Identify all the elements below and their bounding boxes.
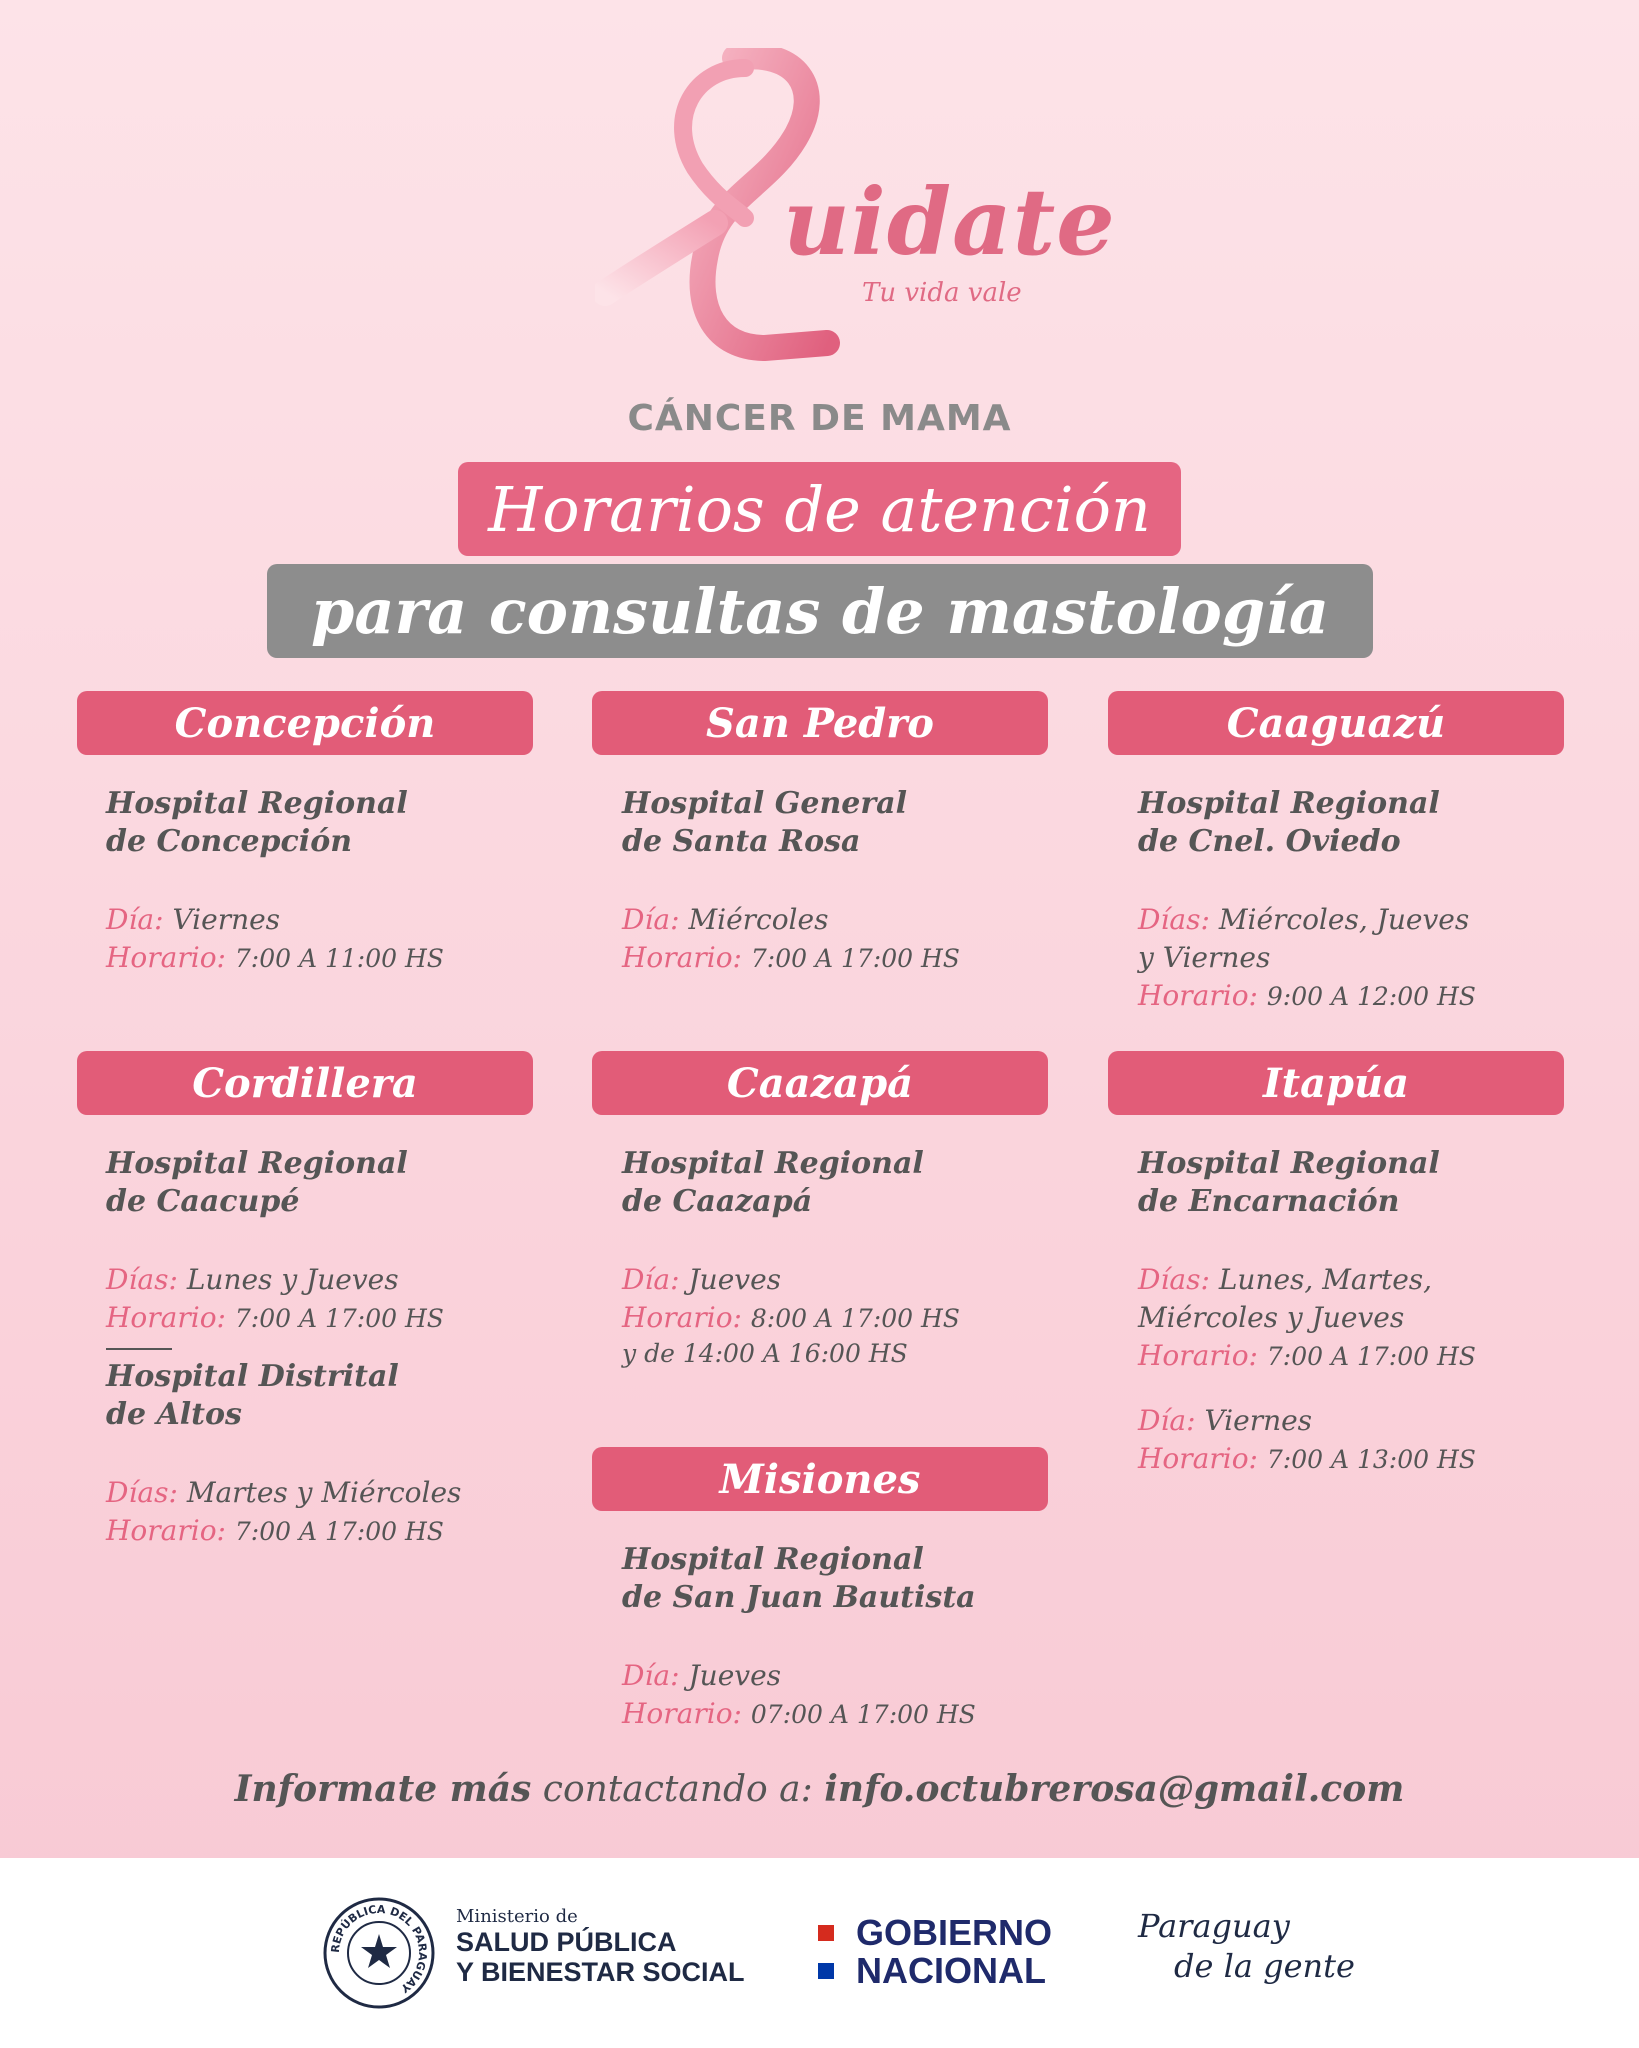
day-value: Lunes y Jueves — [186, 1263, 399, 1296]
title-banner-pink: Horarios de atención — [458, 462, 1181, 556]
day-line — [622, 1261, 1022, 1299]
day-line-2 — [106, 1474, 506, 1512]
hours-label: Horario: — [1138, 979, 1258, 1012]
region-card-cordillera — [106, 1145, 506, 1551]
day-value: Viernes — [172, 903, 281, 936]
hours-label: Horario: — [106, 1301, 226, 1334]
contact-text: contactando a: — [542, 1769, 813, 1810]
region-header-caaguazu: Caaguazú — [1108, 691, 1564, 755]
py-line2: de la gente — [1174, 1947, 1355, 1985]
title-banner-grey: para consultas de mastología — [267, 564, 1373, 658]
hours-value: 7:00 A 11:00 HS — [234, 944, 444, 973]
logo-wordmark: uidate — [783, 168, 1116, 276]
contact-line — [0, 1768, 1639, 1810]
cuidate-logo — [0, 0, 1639, 380]
contact-email[interactable]: info.octubrerosa@gmail.com — [824, 1768, 1405, 1810]
day-line-2 — [1138, 1402, 1538, 1440]
ministry-line3: Y BIENESTAR SOCIAL — [456, 1957, 745, 1987]
day-value: Jueves — [688, 1659, 782, 1692]
hours-label: Horario: — [106, 1514, 226, 1547]
hospital-name: Hospital Regional de Caazapá — [622, 1146, 924, 1219]
region-header-misiones: Misiones — [592, 1447, 1048, 1511]
kicker-heading: CÁNCER DE MAMA — [627, 398, 1012, 439]
day-value: Viernes — [1204, 1404, 1313, 1437]
hours-value: 7:00 A 17:00 HS — [1266, 1342, 1476, 1371]
hours-line — [106, 939, 506, 978]
paraguay-de-la-gente-logo — [1138, 1906, 1355, 1986]
region-header-itapua: Itapúa — [1108, 1051, 1564, 1115]
hours-line — [1138, 977, 1538, 1016]
ministry-logo — [456, 1906, 745, 1987]
gobierno-nacional-logo — [818, 1914, 1052, 1990]
divider — [106, 1348, 172, 1350]
day-line — [1138, 901, 1538, 939]
day-value: Martes y Miércoles — [186, 1476, 462, 1509]
hours-value: 7:00 A 13:00 HS — [1266, 1445, 1476, 1474]
day-line — [106, 1261, 506, 1299]
hours-extra — [622, 1338, 1022, 1369]
hours-line — [622, 939, 1022, 978]
day-line — [106, 901, 506, 939]
day-line-continued: Miércoles y Jueves — [1138, 1301, 1405, 1334]
flag-square-icon — [818, 1925, 834, 1941]
day-label: Días: — [1138, 1263, 1210, 1296]
hours-line — [106, 1299, 506, 1338]
hours-value: 7:00 A 17:00 HS — [234, 1304, 444, 1333]
region-header-cordillera: Cordillera — [77, 1051, 533, 1115]
hospital-name: Hospital General de Santa Rosa — [622, 786, 907, 859]
hours-line — [622, 1299, 1022, 1338]
day-label: Día: — [622, 903, 680, 936]
day-label: Día: — [1138, 1404, 1196, 1437]
contact-lead: Informate más — [234, 1768, 532, 1810]
hours-label: Horario: — [622, 941, 742, 974]
hospital-name-2: Hospital Distrital de Altos — [106, 1359, 399, 1432]
day-label: Días: — [1138, 903, 1210, 936]
day-line-continued: y Viernes — [1138, 941, 1271, 974]
hospital-name: Hospital Regional de Encarnación — [1138, 1146, 1440, 1219]
hours-value: 7:00 A 17:00 HS — [234, 1517, 444, 1546]
gob-line2: NACIONAL — [856, 1950, 1046, 1991]
day-value: Lunes, Martes, — [1218, 1263, 1433, 1296]
day-line — [622, 1657, 1022, 1695]
hours-extra-value: y de 14:00 A 16:00 HS — [622, 1339, 908, 1368]
day-label: Días: — [106, 1263, 178, 1296]
py-line1: Paraguay — [1138, 1907, 1290, 1945]
logo-tagline: Tu vida vale — [862, 278, 1022, 308]
hours-line-2 — [106, 1512, 506, 1551]
day-label: Día: — [106, 903, 164, 936]
hours-label: Horario: — [106, 941, 226, 974]
national-seal-icon — [322, 1896, 436, 2010]
hours-label: Horario: — [622, 1697, 742, 1730]
footer-bar — [0, 1858, 1639, 2048]
region-card-itapua — [1138, 1145, 1538, 1479]
day-value: Jueves — [688, 1263, 782, 1296]
region-card-san-pedro — [622, 785, 1022, 978]
region-header-caazapa: Caazapá — [592, 1051, 1048, 1115]
day-label: Días: — [106, 1476, 178, 1509]
flag-square-icon — [818, 1963, 834, 1979]
hours-label: Horario: — [622, 1301, 742, 1334]
region-card-concepcion — [106, 785, 506, 978]
hours-value: 7:00 A 17:00 HS — [750, 944, 960, 973]
region-card-caazapa — [622, 1145, 1022, 1369]
hours-value: 9:00 A 12:00 HS — [1266, 982, 1476, 1011]
hours-line — [1138, 1337, 1538, 1376]
hospital-name: Hospital Regional de Cnel. Oviedo — [1138, 786, 1440, 859]
region-card-misiones — [622, 1541, 1022, 1734]
gob-line1: GOBIERNO — [856, 1912, 1053, 1953]
region-card-caaguazu — [1138, 785, 1538, 1016]
seal-text: REPÚBLICA DEL PARAGUAY — [328, 1902, 430, 1996]
hours-label: Horario: — [1138, 1339, 1258, 1372]
hours-label: Horario: — [1138, 1442, 1258, 1475]
day-value: Miércoles, Jueves — [1218, 903, 1470, 936]
hospital-name: Hospital Regional de Caacupé — [106, 1146, 408, 1219]
day-value: Miércoles — [688, 903, 829, 936]
hours-line-2 — [1138, 1440, 1538, 1479]
hospital-name: Hospital Regional de San Juan Bautista — [622, 1542, 976, 1615]
ministry-line1: Ministerio de — [456, 1906, 578, 1927]
hours-line — [622, 1695, 1022, 1734]
hospital-name: Hospital Regional de Concepción — [106, 786, 408, 859]
day-label: Día: — [622, 1659, 680, 1692]
region-header-concepcion: Concepción — [77, 691, 533, 755]
ministry-line2: SALUD PÚBLICA — [456, 1927, 677, 1957]
day-label: Día: — [622, 1263, 680, 1296]
day-line — [1138, 1261, 1538, 1299]
region-header-san-pedro: San Pedro — [592, 691, 1048, 755]
day-line — [622, 901, 1022, 939]
hours-value: 07:00 A 17:00 HS — [750, 1700, 976, 1729]
hours-value: 8:00 A 17:00 HS — [750, 1304, 960, 1333]
